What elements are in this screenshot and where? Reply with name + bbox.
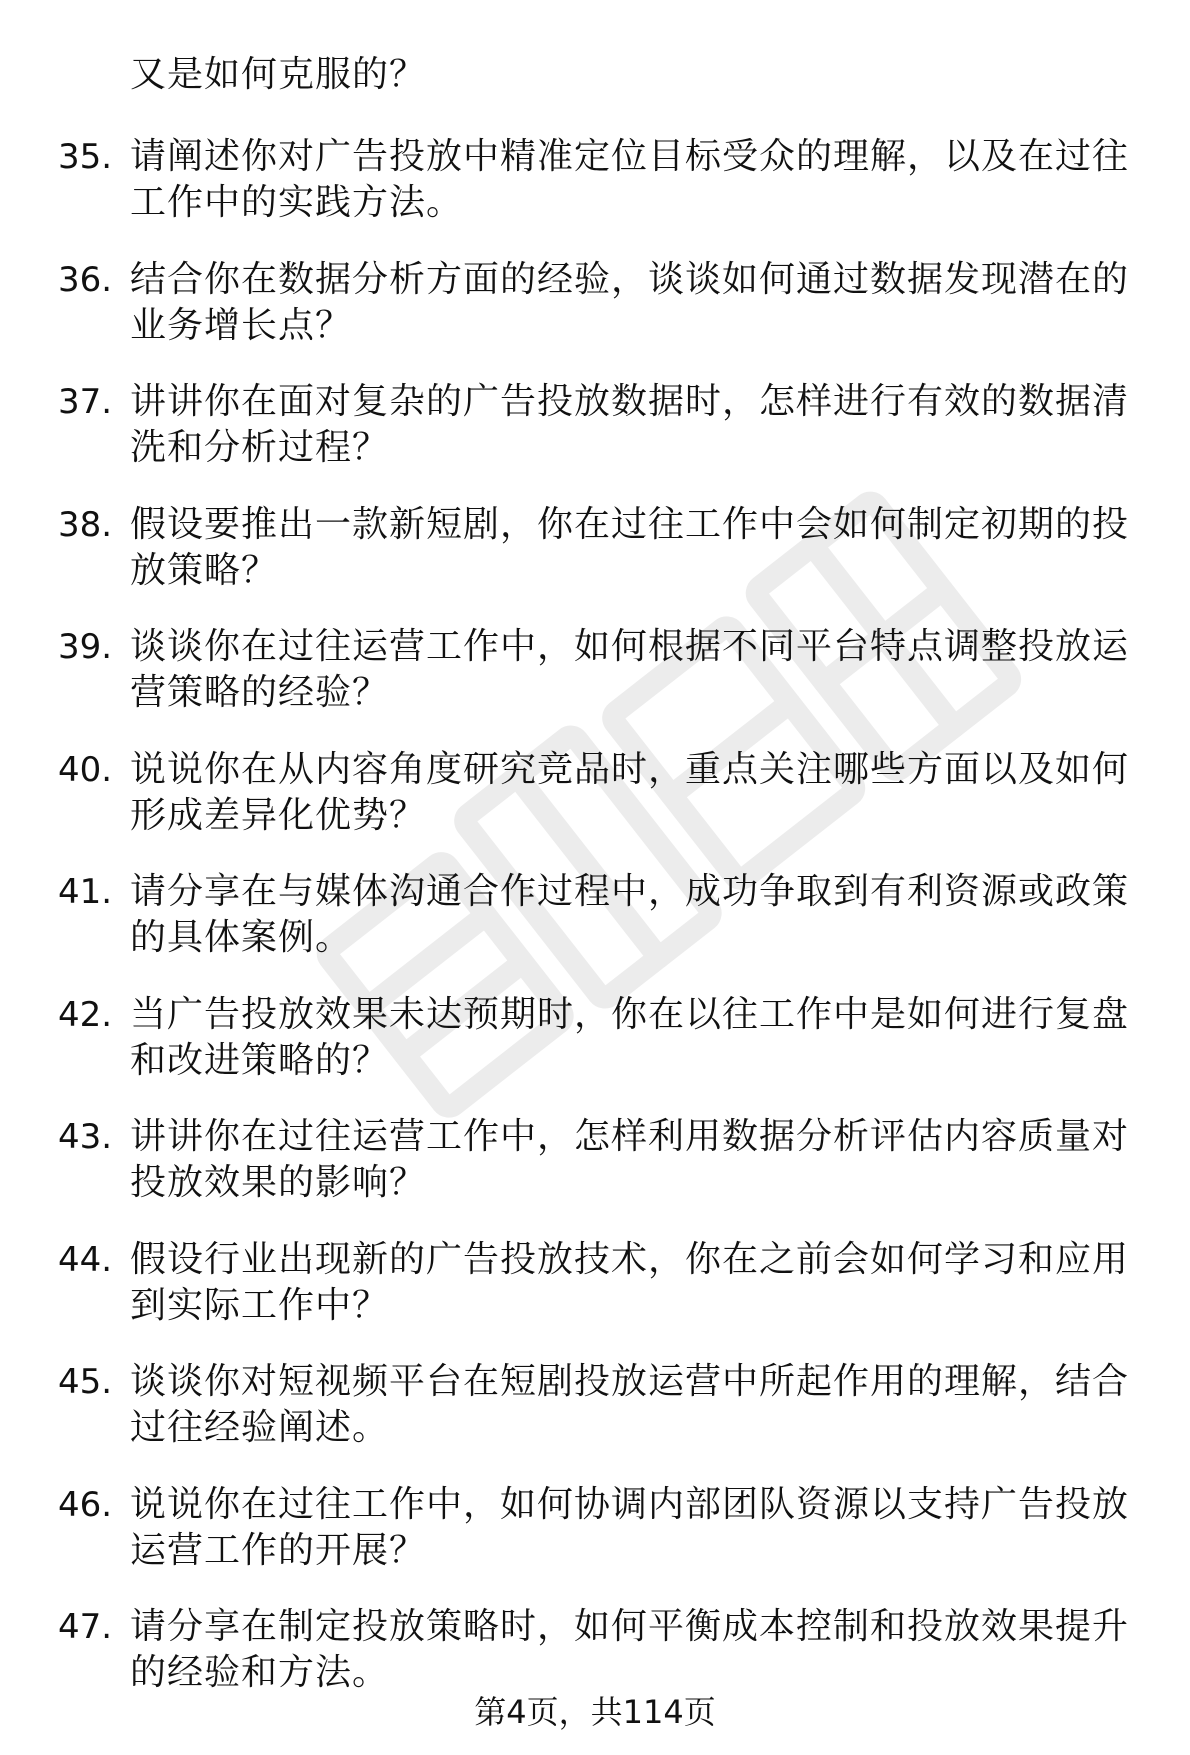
question-text: 请分享在与媒体沟通合作过程中，成功争取到有利资源或政策的具体案例。 [130, 871, 1130, 958]
question-number: 37. [58, 382, 113, 422]
list-item [0, 369, 1190, 492]
question-number: 40. [58, 749, 113, 790]
question-number: 47. [58, 1607, 113, 1647]
question-text: 假设要推出一款新短剧，你在过往工作中会如何制定初期的投放策略？ [130, 503, 1130, 591]
question-text: 讲讲你在过往运营工作中，怎样利用数据分析评估内容质量对投放效果的影响？ [130, 1116, 1130, 1203]
question-text: 结合你在数据分析方面的经验，谈谈如何通过数据发现潜在的业务增长点？ [130, 258, 1130, 346]
question-list [0, 124, 1190, 1717]
list-item [0, 859, 1190, 982]
list-item [0, 737, 1190, 860]
list-item [0, 492, 1190, 615]
question-number: 42. [58, 994, 113, 1035]
list-item [0, 1349, 1190, 1472]
question-text: 请分享在制定投放策略时，如何平衡成本控制和投放效果提升的经验和方法。 [130, 1606, 1130, 1693]
question-number: 38. [58, 504, 113, 545]
list-item [0, 247, 1190, 370]
question-number: 35. [58, 137, 113, 177]
list-item [0, 1472, 1190, 1595]
list-item [0, 124, 1190, 247]
question-text: 当广告投放效果未达预期时，你在以往工作中是如何进行复盘和改进策略的？ [130, 993, 1130, 1081]
page-footer: 第4页，共114页 [474, 1693, 716, 1731]
question-number: 39. [58, 627, 113, 667]
question-number: 41. [58, 872, 113, 912]
question-text: 谈谈你在过往运营工作中，如何根据不同平台特点调整投放运营策略的经验？ [130, 626, 1130, 713]
continuation-text: 又是如何克服的？ [130, 54, 427, 95]
question-text: 讲讲你在面对复杂的广告投放数据时，怎样进行有效的数据清洗和分析过程？ [130, 381, 1130, 468]
list-item [0, 614, 1190, 737]
list-item [0, 1104, 1190, 1227]
question-text: 谈谈你对短视频平台在短剧投放运营中所起作用的理解，结合过往经验阐述。 [130, 1361, 1130, 1448]
question-text: 请阐述你对广告投放中精准定位目标受众的理解，以及在过往工作中的实践方法。 [130, 136, 1130, 223]
question-number: 45. [58, 1362, 113, 1402]
question-number: 43. [58, 1117, 113, 1157]
question-number: 44. [58, 1239, 113, 1280]
question-number: 46. [58, 1484, 113, 1525]
list-item [0, 1227, 1190, 1350]
question-number: 36. [58, 259, 113, 300]
question-text: 说说你在从内容角度研究竞品时，重点关注哪些方面以及如何形成差异化优势？ [130, 748, 1130, 836]
list-item [0, 982, 1190, 1105]
question-text: 说说你在过往工作中，如何协调内部团队资源以支持广告投放运营工作的开展？ [130, 1483, 1130, 1571]
question-text: 假设行业出现新的广告投放技术，你在之前会如何学习和应用到实际工作中？ [130, 1238, 1130, 1326]
